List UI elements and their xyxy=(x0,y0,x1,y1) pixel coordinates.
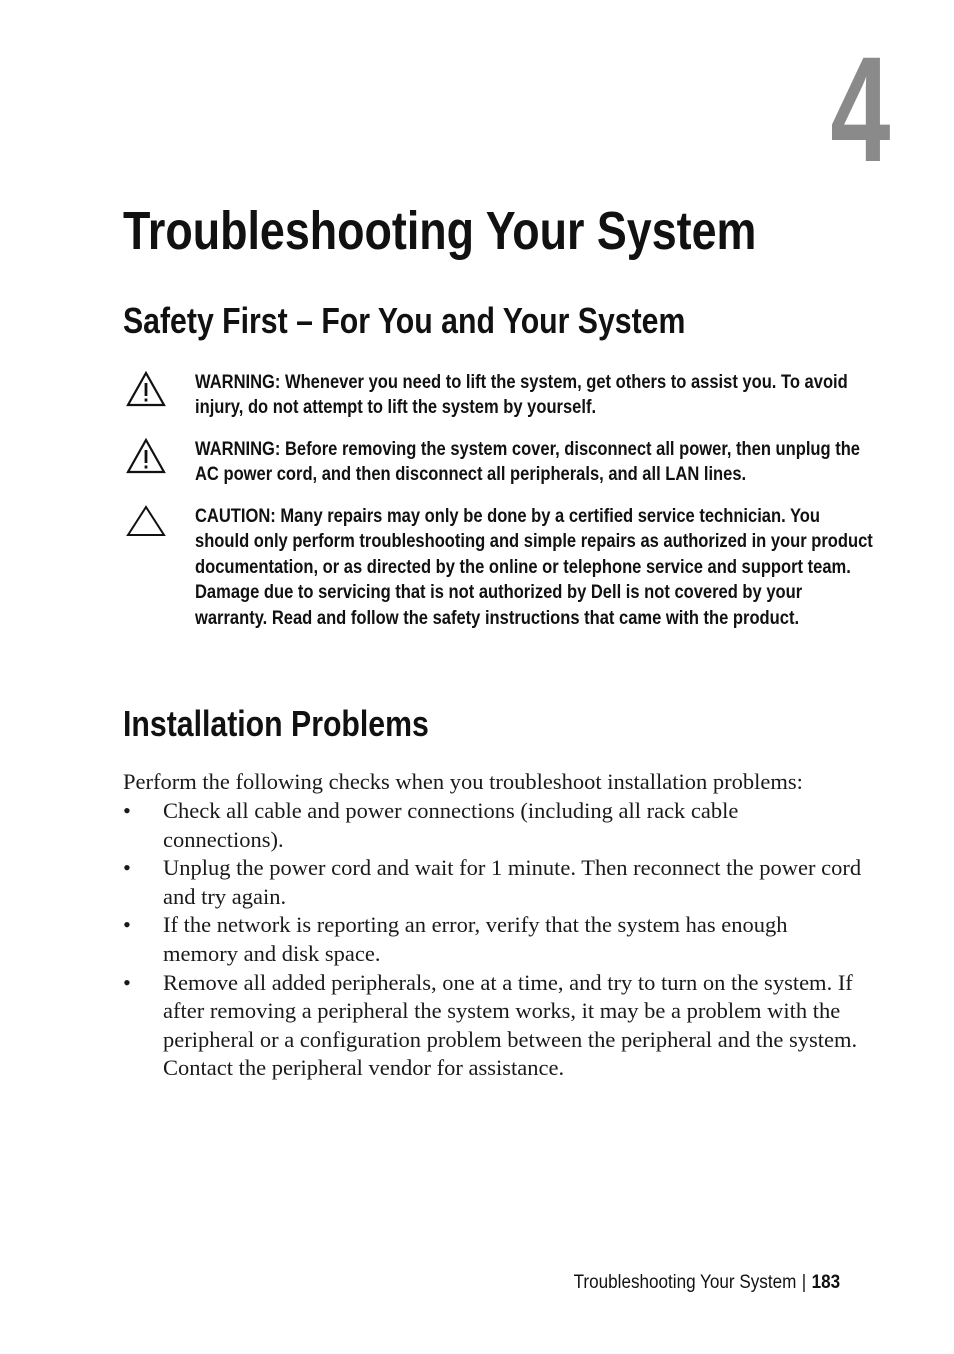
list-item-text: Unplug the power cord and wait for 1 minute. Then reconnect the power cord and try again. xyxy=(163,855,862,909)
list-item xyxy=(123,854,863,911)
notice-text: WARNING: Whenever you need to lift the system, get others to assist you. To avoid injury, do not attempt to lift the system by yourself. xyxy=(195,372,848,419)
notice-text: WARNING: Before removing the system cover, disconnect all power, then unplug the AC power cord, and then disconnect all peripherals, and all LAN lines. xyxy=(195,439,861,486)
list-item xyxy=(123,797,863,854)
caution-triangle-icon xyxy=(125,504,167,544)
notice-text: CAUTION: Many repairs may only be done by a certified service technician. You should only perform troubleshooting and simple repairs as authorized in your product documentation, or as directed by the online or telephone service and support team. Damage due to servicing that is not authorized by Dell is not covered by your warranty. Read and follow the safety instructions that came with the product. xyxy=(195,506,873,629)
bullet-icon: • xyxy=(123,855,131,881)
bullet-icon: • xyxy=(123,969,131,995)
list-item xyxy=(123,969,863,1083)
warning-triangle-icon xyxy=(125,370,167,410)
list-item-text: If the network is reporting an error, verify that the system has enough memory and disk space. xyxy=(163,912,788,966)
page-number: 183 xyxy=(811,1272,840,1293)
installation-heading: Installation Problems xyxy=(123,703,429,744)
list-item-text: Check all cable and power connections (including all rack cable connections). xyxy=(163,798,739,852)
bullet-icon: • xyxy=(123,798,131,823)
page-footer xyxy=(573,1272,840,1294)
chapter-number: 4 xyxy=(829,25,890,193)
safety-heading: Safety First – For You and Your System xyxy=(123,300,686,341)
list-item-text: Remove all added peripherals, one at a time, and try to turn on the system. If after removing a peripheral the system works, it may be a problem with the peripheral or a configuration problem between the peripheral and the system. Contact the peripheral vendor for assistance. xyxy=(163,969,858,1081)
installation-checklist xyxy=(123,797,863,1083)
footer-title: Troubleshooting Your System xyxy=(573,1272,797,1293)
installation-intro: Perform the following checks when you troubleshoot installation problems: xyxy=(123,769,803,794)
bullet-icon: • xyxy=(123,912,131,938)
list-item xyxy=(123,911,863,968)
page-title: Troubleshooting Your System xyxy=(123,201,757,261)
warning-triangle-icon xyxy=(125,437,167,477)
footer-separator: | xyxy=(801,1272,807,1293)
